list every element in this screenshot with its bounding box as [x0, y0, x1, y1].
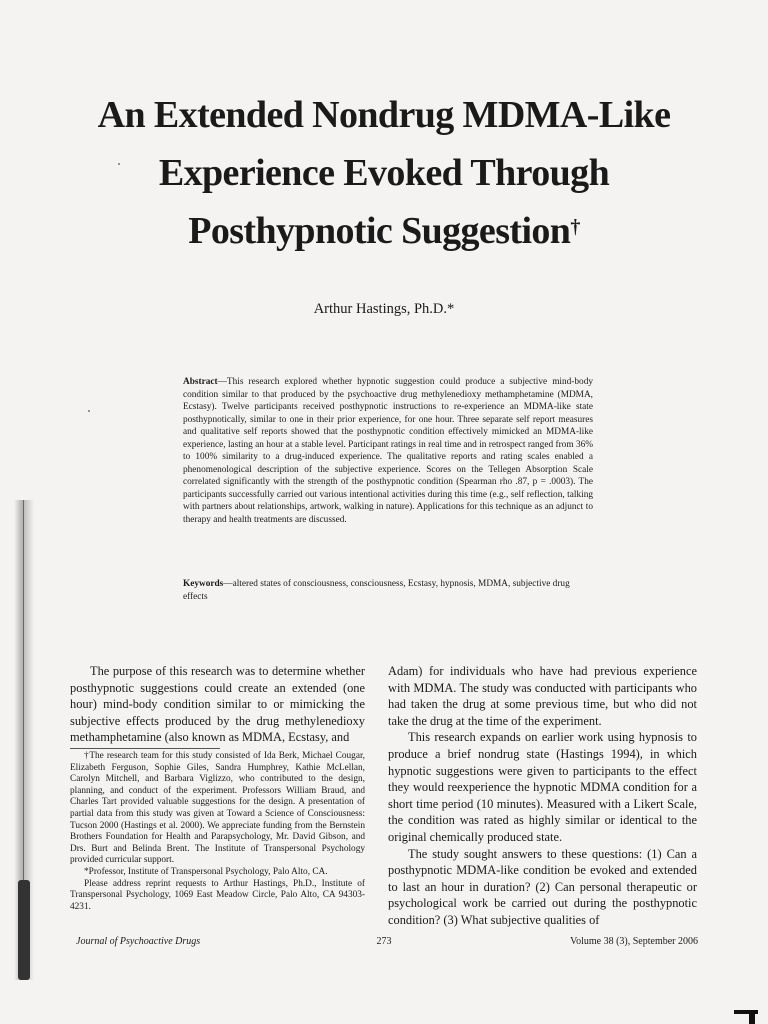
- right-paragraph-2: This research expands on earlier work using hypnosis to produce a brief nondrug state (Hastings 1994), in which hypnotic suggestions were given to participants to the effect they would reexperience the hypnotic MDMA condition for a short time period (10 minutes). Measured with a Likert Scale, the condition was rated as highly similar or identical to the original chemically produced state.: [388, 730, 697, 844]
- abstract: [183, 376, 593, 526]
- abstract-label: Abstract: [183, 377, 218, 387]
- footnote-rule: [70, 748, 220, 749]
- footnote-acknowledgments: †The research team for this study consisted of Ida Berk, Michael Cougar, Elizabeth Ferguson, Sophie Giles, Sandra Humphrey, Kathie McLellan, Carolyn Mitchell, and Barbara Viglizzo, who contributed to the design, planning, and conduct of the experiment. Professors William Braud, and Charles Tart provided valuable suggestions for the design. A presentation of partial data from this study was given at Toward a Science of Consciousness: Tucson 2000 (Hastings et al. 2000). We appreciate funding from the Bernstein Brothers Foundation for Health and Parapsychology, Mr. David Gibson, and Drs. Burt and Belinda Brent. The Institute of Transpersonal Psychology provided curricular support.: [70, 751, 365, 866]
- right-paragraph-3: The study sought answers to these questions: (1) Can a posthypnotic MDMA-like condition be evoked and extended to last an hour in duration? (2) Can personal therapeutic or psychological work be carried out during the posthypnotic condition? (3) What subjective qualities of: [388, 846, 697, 927]
- footer-volume: Volume 38 (3), September 2006: [570, 936, 698, 947]
- corner-mark-stem: [749, 1010, 755, 1024]
- left-column: [70, 663, 365, 746]
- right-column: [388, 663, 697, 929]
- keywords-text: —altered states of consciousness, consciousness, Ecstasy, hypnosis, MDMA, subjective drug effects: [183, 579, 570, 602]
- keywords: [183, 578, 593, 603]
- footnotes: [70, 751, 365, 913]
- footnote-reprints: Please address reprint requests to Arthur Hastings, Ph.D., Institute of Transpersonal Psychology, 1069 East Meadow Circle, Palo Alto, CA 94303-4231.: [70, 878, 365, 912]
- author-byline: Arthur Hastings, Ph.D.*: [313, 301, 455, 317]
- scan-speck: [88, 410, 90, 412]
- left-paragraph-1: The purpose of this research was to determine whether posthypnotic suggestions could create an extended (one hour) mind-body condition similar to or mimicking the subjective effects produced by the drug methylenedioxy methamphetamine (also known as MDMA, Ecstasy, and: [70, 664, 365, 745]
- abstract-text: —This research explored whether hypnotic suggestion could produce a subjective mind-body condition similar to that produced by the psychoactive drug methylenedioxy methamphetamine (MDMA, Ecstasy). Twelve participants received posthypnotic instructions to re-experience an MDMA-like state posthypnotically, similar to one in their prior experience, for one hour. Three separate self report measures and qualitative self reports showed that the posthypnotic condition effectively mimicked an MDMA-like experience, lasting an hour at a stable level. Participant ratings in real time and in retrospect ranged from 36% to 100% similarity to a drug-induced experience. The qualitative reports and rating scales enabled a phenomenological description of the subjective experience. Scores on the Tellegen Absorption Scale correlated significantly with the strength of the posthypnotic condition (Spearman rho .87, p = .0003). The participants successfully carried out various intentional activities during this time (e.g., self reflection, talking with partners about relationships, artwork, walking in nature). Applications for this technique as an adjunct to therapy and health treatments are discussed.: [183, 377, 593, 525]
- scan-binding-shadow: [14, 500, 34, 980]
- footnote-affiliation: *Professor, Institute of Transpersonal Psychology, Palo Alto, CA.: [84, 866, 328, 877]
- keywords-label: Keywords: [183, 579, 224, 589]
- article-title: [40, 86, 728, 260]
- scan-speck: [118, 163, 120, 165]
- scan-binding-mark: [18, 880, 30, 980]
- title-footnote-mark: †: [570, 216, 580, 238]
- title-line-1: An Extended Nondrug MDMA-Like: [97, 94, 671, 136]
- scan-corner-mark: [734, 1010, 758, 1024]
- title-line-3-text: Posthypnotic Suggestion: [188, 210, 571, 252]
- title-line-2: Experience Evoked Through: [158, 152, 610, 194]
- footer-journal: Journal of Psychoactive Drugs: [76, 936, 201, 947]
- right-paragraph-1: Adam) for individuals who have had previous experience with MDMA. The study was conducted with participants who had taken the drug at some previous time, but who did not take the drug at the time of the experiment.: [388, 664, 697, 728]
- footer-page-number: 273: [376, 936, 392, 947]
- title-line-3: [40, 202, 728, 260]
